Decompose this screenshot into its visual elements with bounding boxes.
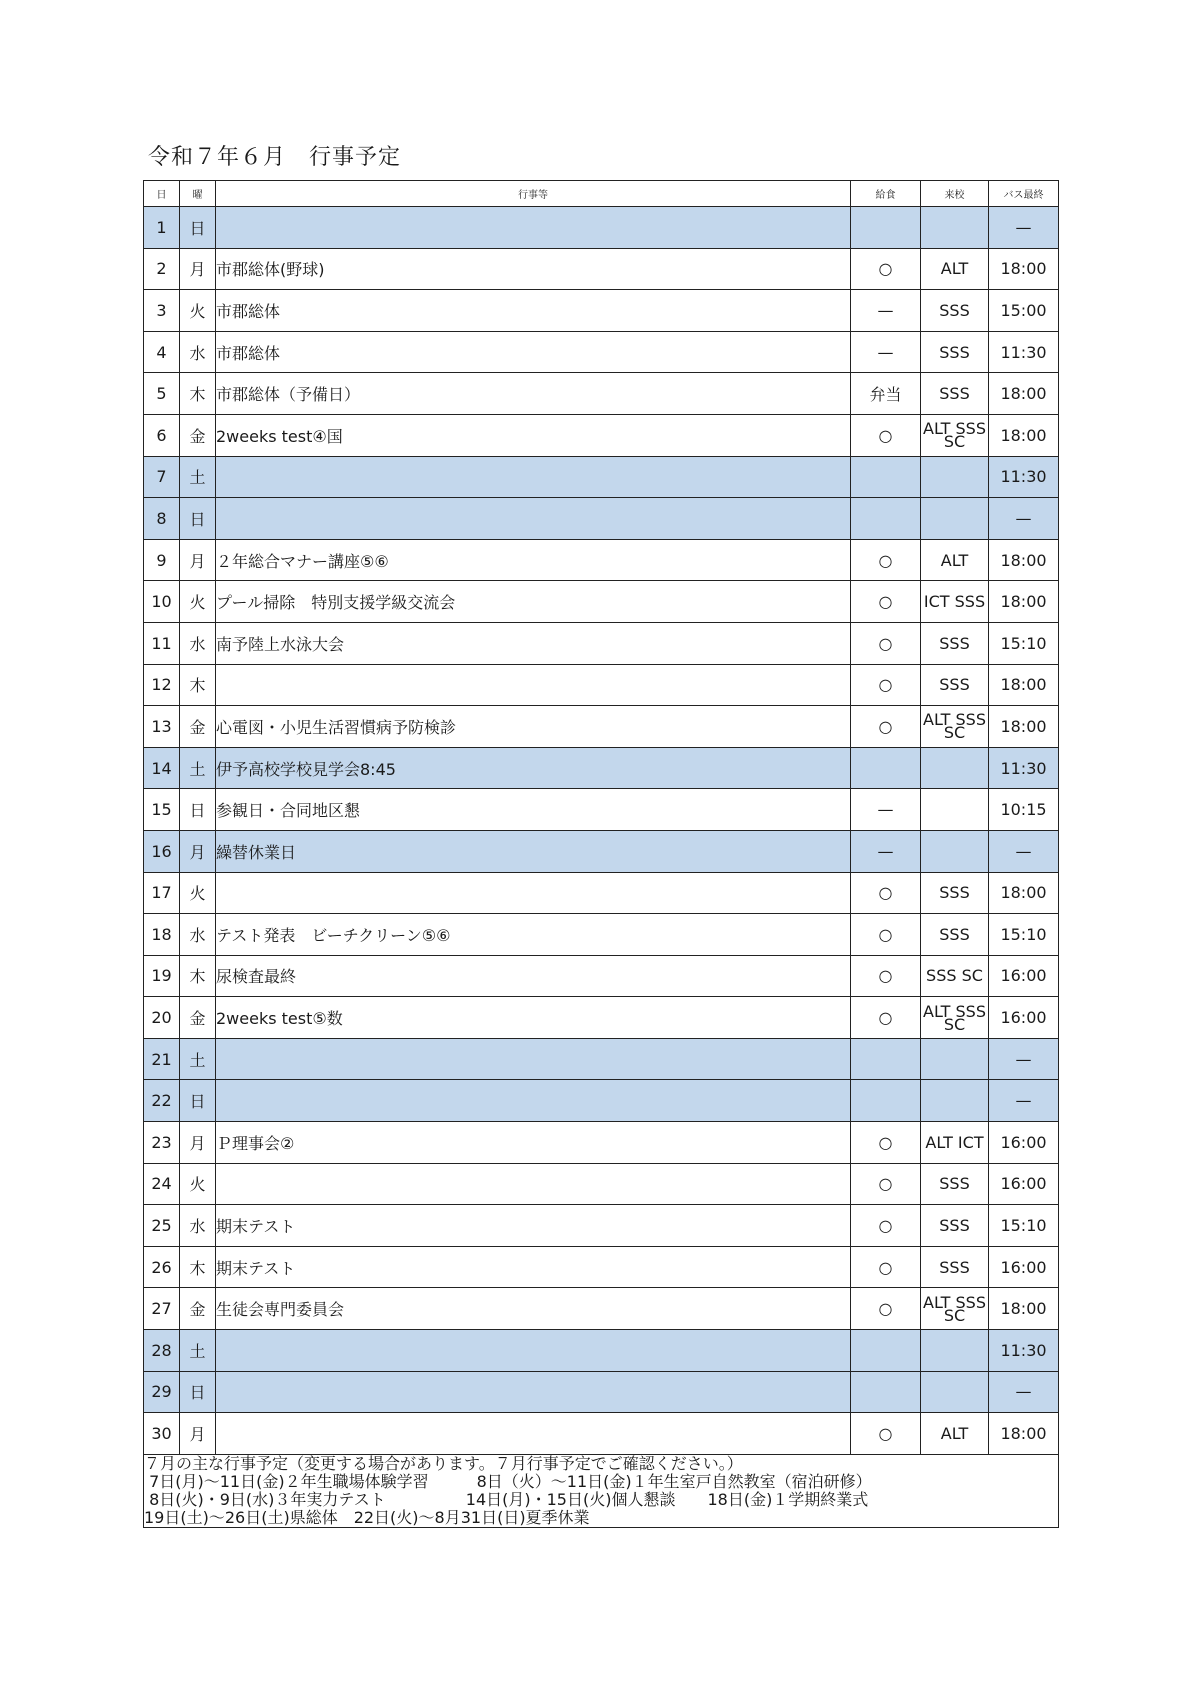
lunch-cell: ○ xyxy=(851,955,921,997)
day-cell: 26 xyxy=(144,1246,180,1288)
weekday-cell: 月 xyxy=(180,830,216,872)
lunch-cell xyxy=(851,1038,921,1080)
lunch-cell: ○ xyxy=(851,539,921,581)
lunch-cell: ○ xyxy=(851,622,921,664)
day-cell: 16 xyxy=(144,830,180,872)
weekday-cell: 水 xyxy=(180,1205,216,1247)
lunch-cell: ○ xyxy=(851,1413,921,1455)
day-cell: 19 xyxy=(144,955,180,997)
weekday-cell: 木 xyxy=(180,664,216,706)
notes-row xyxy=(144,1454,1059,1527)
event-cell: 参観日・合同地区懇 xyxy=(216,789,851,831)
visit-cell: SSS xyxy=(921,664,989,706)
weekday-cell: 土 xyxy=(180,456,216,498)
event-cell: ２年総合マナー講座⑤⑥ xyxy=(216,539,851,581)
weekday-cell: 火 xyxy=(180,290,216,332)
bus-cell: 16:00 xyxy=(989,997,1059,1039)
weekday-cell: 日 xyxy=(180,1371,216,1413)
day-cell: 15 xyxy=(144,789,180,831)
table-row xyxy=(144,914,1059,956)
day-cell: 10 xyxy=(144,581,180,623)
table-row xyxy=(144,997,1059,1039)
bus-cell: 15:00 xyxy=(989,290,1059,332)
table-row xyxy=(144,1080,1059,1122)
weekday-cell: 金 xyxy=(180,1288,216,1330)
lunch-cell xyxy=(851,1330,921,1372)
table-row xyxy=(144,955,1059,997)
day-cell: 20 xyxy=(144,997,180,1039)
table-row xyxy=(144,872,1059,914)
table-row xyxy=(144,1288,1059,1330)
day-cell: 17 xyxy=(144,872,180,914)
bus-cell: 10:15 xyxy=(989,789,1059,831)
weekday-cell: 月 xyxy=(180,1122,216,1164)
event-cell: 市郡総体 xyxy=(216,331,851,373)
table-row xyxy=(144,1371,1059,1413)
header-bus: バス最終 xyxy=(989,181,1059,207)
visit-cell: ALT SSS SC xyxy=(921,997,989,1039)
weekday-cell: 金 xyxy=(180,706,216,748)
day-cell: 24 xyxy=(144,1163,180,1205)
event-cell: 市郡総体（予備日） xyxy=(216,373,851,415)
weekday-cell: 日 xyxy=(180,207,216,249)
event-cell: 南予陸上水泳大会 xyxy=(216,622,851,664)
header-lunch: 給食 xyxy=(851,181,921,207)
table-row xyxy=(144,290,1059,332)
visit-cell: ALT xyxy=(921,1413,989,1455)
bus-cell: 15:10 xyxy=(989,622,1059,664)
table-row xyxy=(144,1163,1059,1205)
bus-cell: 16:00 xyxy=(989,1246,1059,1288)
header-visit: 来校 xyxy=(921,181,989,207)
bus-cell: 18:00 xyxy=(989,706,1059,748)
weekday-cell: 日 xyxy=(180,789,216,831)
lunch-cell: ○ xyxy=(851,414,921,456)
visit-cell: ALT xyxy=(921,539,989,581)
day-cell: 5 xyxy=(144,373,180,415)
bus-cell: 11:30 xyxy=(989,1330,1059,1372)
bus-cell: 16:00 xyxy=(989,955,1059,997)
bus-cell: — xyxy=(989,1080,1059,1122)
visit-cell xyxy=(921,830,989,872)
event-cell xyxy=(216,498,851,540)
table-row xyxy=(144,498,1059,540)
header-weekday: 曜 xyxy=(180,181,216,207)
weekday-cell: 月 xyxy=(180,539,216,581)
event-cell xyxy=(216,1080,851,1122)
bus-cell: 18:00 xyxy=(989,1413,1059,1455)
table-row xyxy=(144,1246,1059,1288)
event-cell: Ｐ理事会② xyxy=(216,1122,851,1164)
weekday-cell: 日 xyxy=(180,1080,216,1122)
lunch-cell xyxy=(851,747,921,789)
lunch-cell: ○ xyxy=(851,1288,921,1330)
visit-cell: ALT ICT xyxy=(921,1122,989,1164)
table-row xyxy=(144,830,1059,872)
day-cell: 27 xyxy=(144,1288,180,1330)
visit-cell xyxy=(921,1371,989,1413)
weekday-cell: 火 xyxy=(180,872,216,914)
visit-cell: ALT SSS SC xyxy=(921,414,989,456)
lunch-cell: ○ xyxy=(851,997,921,1039)
event-cell: 繰替休業日 xyxy=(216,830,851,872)
table-row xyxy=(144,456,1059,498)
lunch-cell: ○ xyxy=(851,1163,921,1205)
event-cell: 伊予高校学校見学会8:45 xyxy=(216,747,851,789)
event-cell: 生徒会専門委員会 xyxy=(216,1288,851,1330)
bus-cell: 18:00 xyxy=(989,248,1059,290)
lunch-cell xyxy=(851,207,921,249)
event-cell: 市郡総体 xyxy=(216,290,851,332)
bus-cell: 15:10 xyxy=(989,914,1059,956)
weekday-cell: 木 xyxy=(180,955,216,997)
day-cell: 14 xyxy=(144,747,180,789)
day-cell: 22 xyxy=(144,1080,180,1122)
bus-cell: 18:00 xyxy=(989,373,1059,415)
weekday-cell: 水 xyxy=(180,331,216,373)
bus-cell: 16:00 xyxy=(989,1163,1059,1205)
weekday-cell: 木 xyxy=(180,1246,216,1288)
event-cell xyxy=(216,664,851,706)
weekday-cell: 木 xyxy=(180,373,216,415)
bus-cell: — xyxy=(989,1371,1059,1413)
day-cell: 3 xyxy=(144,290,180,332)
lunch-cell: ○ xyxy=(851,581,921,623)
day-cell: 29 xyxy=(144,1371,180,1413)
header-row xyxy=(144,181,1059,207)
table-row xyxy=(144,1122,1059,1164)
lunch-cell: — xyxy=(851,331,921,373)
bus-cell: 18:00 xyxy=(989,581,1059,623)
weekday-cell: 土 xyxy=(180,747,216,789)
lunch-cell: ○ xyxy=(851,872,921,914)
event-cell: 2weeks test⑤数 xyxy=(216,997,851,1039)
table-row xyxy=(144,747,1059,789)
bus-cell: — xyxy=(989,207,1059,249)
table-row xyxy=(144,373,1059,415)
visit-cell: SSS SC xyxy=(921,955,989,997)
event-cell: 期末テスト xyxy=(216,1205,851,1247)
bus-cell: 18:00 xyxy=(989,1288,1059,1330)
visit-cell: SSS xyxy=(921,290,989,332)
day-cell: 6 xyxy=(144,414,180,456)
visit-cell xyxy=(921,498,989,540)
bus-cell: 18:00 xyxy=(989,664,1059,706)
lunch-cell: ○ xyxy=(851,914,921,956)
table-row xyxy=(144,1330,1059,1372)
day-cell: 12 xyxy=(144,664,180,706)
day-cell: 1 xyxy=(144,207,180,249)
table-row xyxy=(144,581,1059,623)
weekday-cell: 水 xyxy=(180,914,216,956)
event-cell xyxy=(216,1163,851,1205)
lunch-cell xyxy=(851,456,921,498)
header-day: 日 xyxy=(144,181,180,207)
bus-cell: — xyxy=(989,1038,1059,1080)
bus-cell: 18:00 xyxy=(989,539,1059,581)
day-cell: 11 xyxy=(144,622,180,664)
lunch-cell: ○ xyxy=(851,1246,921,1288)
lunch-cell: — xyxy=(851,789,921,831)
weekday-cell: 水 xyxy=(180,622,216,664)
day-cell: 23 xyxy=(144,1122,180,1164)
day-cell: 13 xyxy=(144,706,180,748)
july-notes: ７月の主な行事予定（変更する場合があります。７月行事予定でご確認ください。） 7日(月)～11日(金)２年生職場体験学習 8日（火）～11日(金)１年生室戸自然教室（宿泊研修） 8日(火)・9日(水)３年実力テスト 14日(月)・15日(火)個人懇談 18日(金)１学期終業式 19日(土)～26日(土)県総体 22日(火)～8月31日(日)夏季休業 xyxy=(144,1454,1059,1527)
visit-cell: ICT SSS xyxy=(921,581,989,623)
lunch-cell xyxy=(851,1371,921,1413)
table-row xyxy=(144,706,1059,748)
visit-cell: SSS xyxy=(921,1205,989,1247)
event-cell xyxy=(216,207,851,249)
event-cell: テスト発表 ビーチクリーン⑤⑥ xyxy=(216,914,851,956)
weekday-cell: 土 xyxy=(180,1038,216,1080)
bus-cell: — xyxy=(989,830,1059,872)
weekday-cell: 土 xyxy=(180,1330,216,1372)
bus-cell: 18:00 xyxy=(989,414,1059,456)
visit-cell: SSS xyxy=(921,331,989,373)
visit-cell: SSS xyxy=(921,373,989,415)
event-cell: 期末テスト xyxy=(216,1246,851,1288)
event-cell xyxy=(216,1330,851,1372)
table-row xyxy=(144,1205,1059,1247)
day-cell: 2 xyxy=(144,248,180,290)
event-cell: プール掃除 特別支援学級交流会 xyxy=(216,581,851,623)
table-row xyxy=(144,1038,1059,1080)
table-row xyxy=(144,414,1059,456)
schedule-table xyxy=(143,180,1059,1528)
bus-cell: — xyxy=(989,498,1059,540)
table-row xyxy=(144,622,1059,664)
weekday-cell: 火 xyxy=(180,1163,216,1205)
event-cell: 市郡総体(野球) xyxy=(216,248,851,290)
bus-cell: 16:00 xyxy=(989,1122,1059,1164)
day-cell: 7 xyxy=(144,456,180,498)
visit-cell: SSS xyxy=(921,1246,989,1288)
weekday-cell: 金 xyxy=(180,414,216,456)
day-cell: 28 xyxy=(144,1330,180,1372)
day-cell: 30 xyxy=(144,1413,180,1455)
lunch-cell xyxy=(851,498,921,540)
event-cell xyxy=(216,1038,851,1080)
table-row xyxy=(144,664,1059,706)
event-cell: 尿検査最終 xyxy=(216,955,851,997)
visit-cell: SSS xyxy=(921,622,989,664)
day-cell: 9 xyxy=(144,539,180,581)
visit-cell: ALT SSS SC xyxy=(921,706,989,748)
event-cell: 2weeks test④国 xyxy=(216,414,851,456)
event-cell xyxy=(216,456,851,498)
lunch-cell: — xyxy=(851,830,921,872)
weekday-cell: 月 xyxy=(180,1413,216,1455)
bus-cell: 11:30 xyxy=(989,747,1059,789)
visit-cell xyxy=(921,789,989,831)
bus-cell: 11:30 xyxy=(989,456,1059,498)
day-cell: 4 xyxy=(144,331,180,373)
lunch-cell: ○ xyxy=(851,1205,921,1247)
day-cell: 8 xyxy=(144,498,180,540)
table-row xyxy=(144,1413,1059,1455)
lunch-cell: ○ xyxy=(851,706,921,748)
event-cell: 心電図・小児生活習慣病予防検診 xyxy=(216,706,851,748)
weekday-cell: 火 xyxy=(180,581,216,623)
bus-cell: 18:00 xyxy=(989,872,1059,914)
page-title: 令和７年６月 行事予定 xyxy=(148,145,402,170)
visit-cell xyxy=(921,1038,989,1080)
table-row xyxy=(144,207,1059,249)
visit-cell: SSS xyxy=(921,914,989,956)
day-cell: 25 xyxy=(144,1205,180,1247)
visit-cell: SSS xyxy=(921,872,989,914)
table-row xyxy=(144,539,1059,581)
day-cell: 18 xyxy=(144,914,180,956)
lunch-cell: 弁当 xyxy=(851,373,921,415)
event-cell xyxy=(216,1413,851,1455)
visit-cell xyxy=(921,747,989,789)
day-cell: 21 xyxy=(144,1038,180,1080)
event-cell xyxy=(216,872,851,914)
weekday-cell: 月 xyxy=(180,248,216,290)
bus-cell: 11:30 xyxy=(989,331,1059,373)
visit-cell: SSS xyxy=(921,1163,989,1205)
visit-cell xyxy=(921,456,989,498)
weekday-cell: 日 xyxy=(180,498,216,540)
table-row xyxy=(144,331,1059,373)
visit-cell xyxy=(921,1330,989,1372)
lunch-cell: ○ xyxy=(851,664,921,706)
visit-cell: ALT xyxy=(921,248,989,290)
lunch-cell: — xyxy=(851,290,921,332)
event-cell xyxy=(216,1371,851,1413)
visit-cell xyxy=(921,207,989,249)
bus-cell: 15:10 xyxy=(989,1205,1059,1247)
header-event: 行事等 xyxy=(216,181,851,207)
visit-cell: ALT SSS SC xyxy=(921,1288,989,1330)
lunch-cell xyxy=(851,1080,921,1122)
weekday-cell: 金 xyxy=(180,997,216,1039)
visit-cell xyxy=(921,1080,989,1122)
table-row xyxy=(144,789,1059,831)
table-row xyxy=(144,248,1059,290)
lunch-cell: ○ xyxy=(851,1122,921,1164)
lunch-cell: ○ xyxy=(851,248,921,290)
